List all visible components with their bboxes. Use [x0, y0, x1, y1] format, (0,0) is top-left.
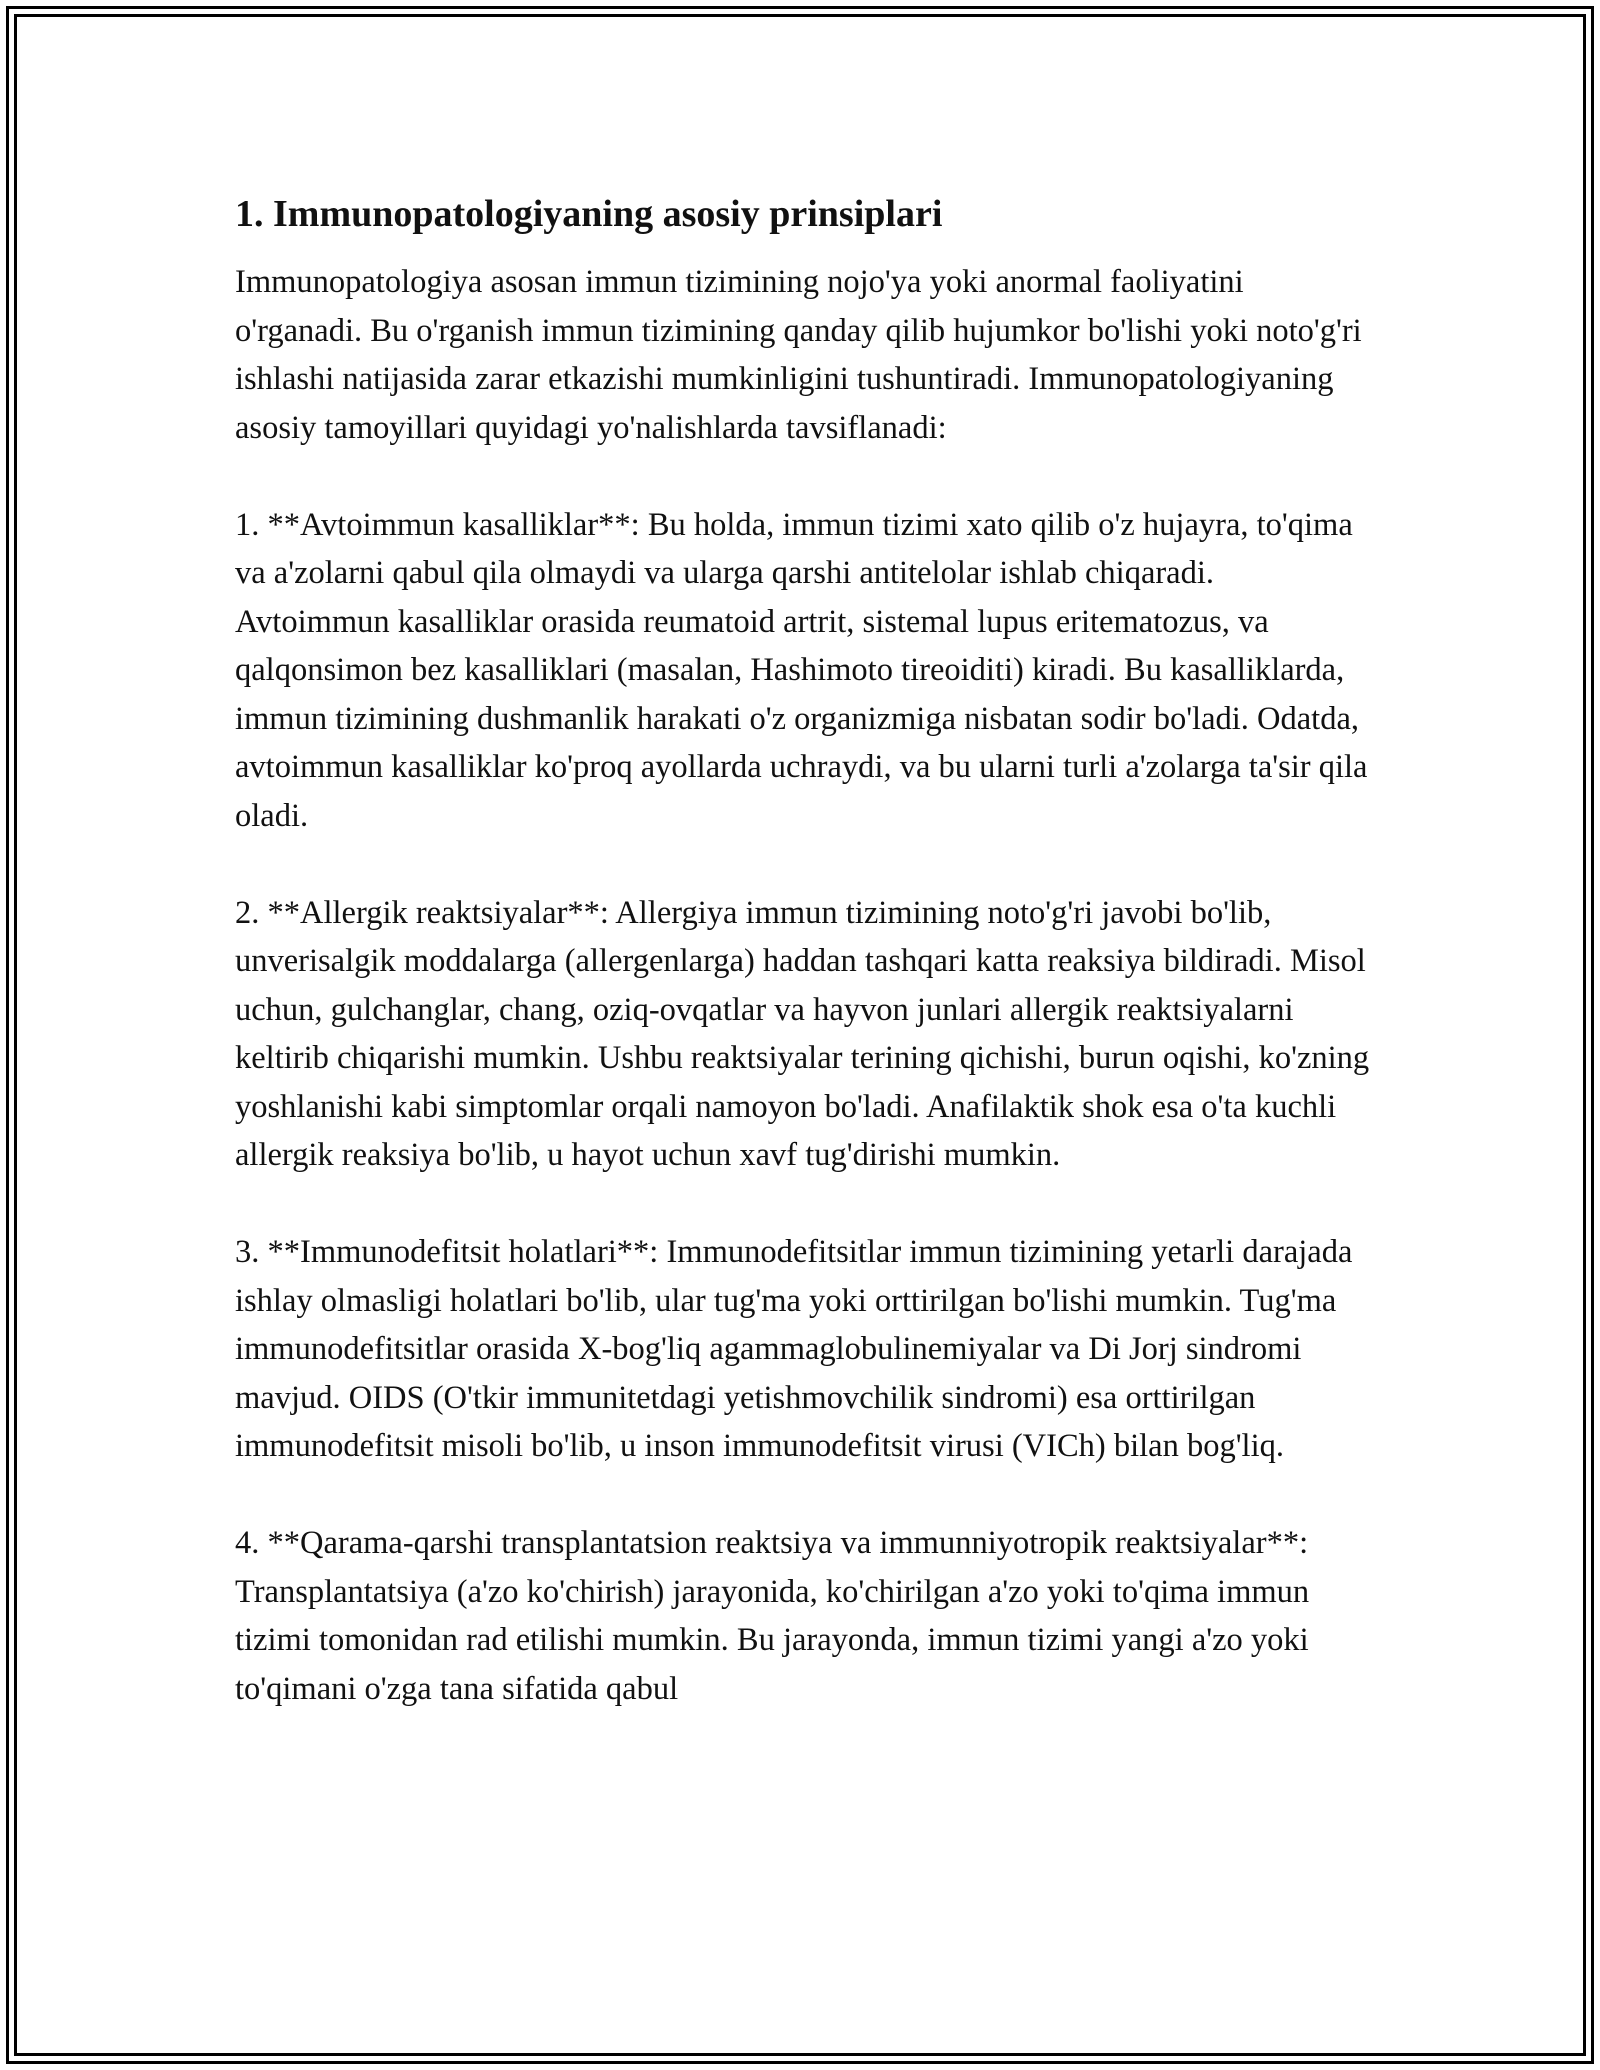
allergy-paragraph: 2. **Allergik reaktsiyalar**: Allergiya immun tizimining noto'g'ri javobi bo'lib, unverisalgik moddalarga (allergenlarga) haddan tashqari katta reaksiya bildiradi. Misol uchun, gulchanglar, chang, oziq-ovqatlar va hayvon junlari allergik reaktsiyalarni keltirib chiqarishi mumkin. Ushbu reaktsiyalar terining qichishi, burun oqishi, ko'zning yoshlanishi kabi simptomlar orqali namoyon bo'ladi. Anafilaktik shok esa o'ta kuchli allergik reaksiya bo'lib, u hayot uchun xavf tug'dirishi mumkin. — [235, 894, 1370, 1173]
section-heading: 1. Immunopatologiyaning asosiy prinsiplari — [235, 193, 943, 235]
document-body — [235, 190, 1375, 1762]
autoimmune-paragraph: 1. **Avtoimmun kasalliklar**: Bu holda, immun tizimi xato qilib o'z hujayra, to'qima va a'zolarni qabul qila olmaydi va ularga qarshi antitelolar ishlab chiqaradi. Avtoimmun kasalliklar orasida reumatoid artrit, sistemal lupus eritematozus, va qalqonsimon bez kasalliklari (masalan, Hashimoto tireoiditi) kiradi. Bu kasalliklarda, immun tizimining dushmanlik harakati o'z organizmiga nisbatan sodir bo'ladi. Odatda, avtoimmun kasalliklar ko'proq ayollarda uchraydi, va bu ularni turli a'zolarga ta'sir qila oladi. — [235, 506, 1368, 834]
transplant-paragraph: 4. **Qarama-qarshi transplantatsion reaktsiya va immunniyotropik reaktsiyalar**: Transplantatsiya (a'zo ko'chirish) jarayonida, ko'chirilgan a'zo yoki to'qima immun tizimi tomonidan rad etilishi mumkin. Bu jarayonda, immun tizimi yangi a'zo yoki to'qimani o'zga tana sifatida qabul — [235, 1525, 1310, 1707]
intro-paragraph: Immunopatologiya asosan immun tizimining nojo'ya yoki anormal faoliyatini o'rganadi. Bu o'rganish immun tizimining qanday qilib hujumkor bo'lishi yoki noto'g'ri ishlashi natijasida zarar etkazishi mumkinligini tushuntiradi. Immunopatologiyaning asosiy tamoyillari quyidagi yo'nalishlarda tavsiflanadi: — [235, 264, 1362, 446]
immunodeficiency-paragraph: 3. **Immunodefitsit holatlari**: Immunodefitsitlar immun tizimining yetarli darajada ishlay olmasligi holatlari bo'lib, ular tug'ma yoki orttirilgan bo'lishi mumkin. Tug'ma immunodefitsitlar orasida X-bog'liq agammaglobulinemiyalar va Di Jorj sindromi mavjud. OIDS (O'tkir immunitetdagi yetishmovchilik sindromi) esa orttirilgan immunodefitsit misoli bo'lib, u inson immunodefitsit virusi (VICh) bilan bog'liq. — [235, 1234, 1353, 1464]
